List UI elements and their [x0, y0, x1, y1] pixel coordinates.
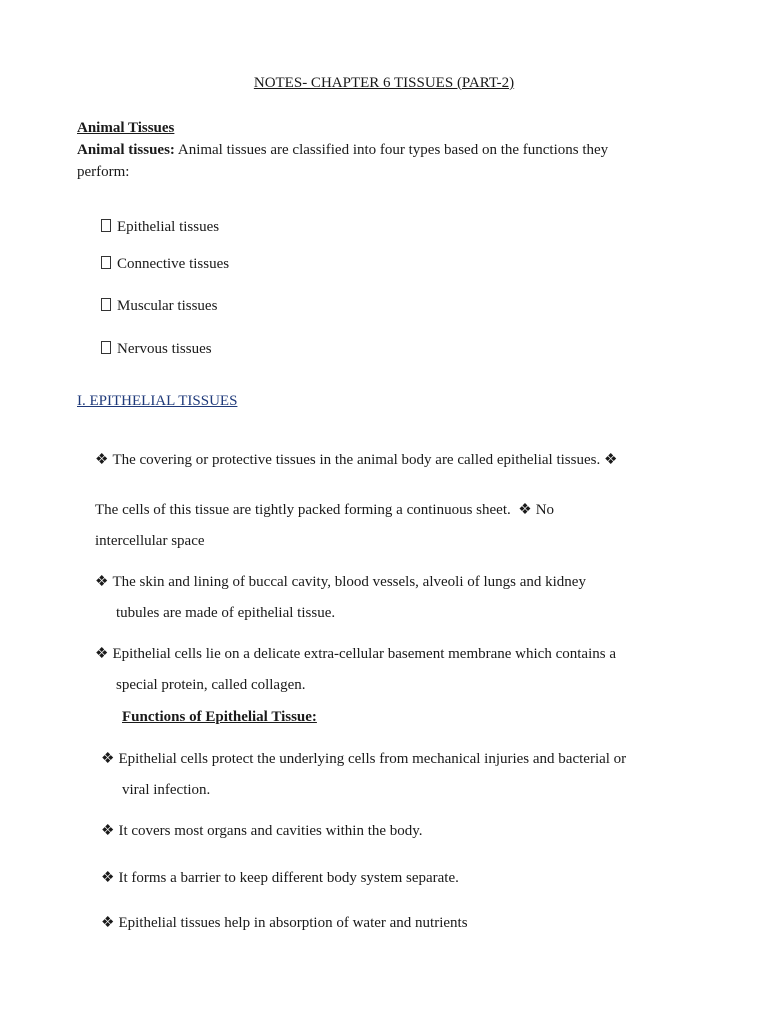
epithelial-point-3-line-2: tubules are made of epithelial tissue. — [116, 605, 336, 621]
square-bullet-icon — [101, 219, 111, 232]
epithelial-point-1 — [95, 450, 617, 469]
diamond-bullet-icon: ❖ — [101, 870, 115, 886]
diamond-bullet-icon: ❖ — [603, 452, 618, 468]
point-text: Epithelial cells lie on a delicate extra-cellular basement membrane which contains a — [112, 646, 616, 662]
function-1-line-2: viral infection. — [122, 782, 211, 798]
point-text: No — [535, 502, 555, 518]
function-3 — [101, 868, 459, 887]
section-heading-animal-tissues: Animal Tissues — [77, 120, 175, 136]
epithelial-point-2-line-1 — [95, 500, 554, 519]
diamond-bullet-icon: ❖ — [95, 646, 109, 662]
square-bullet-icon — [101, 298, 111, 311]
list-item-label: Epithelial tissues — [117, 219, 220, 235]
diamond-bullet-icon: ❖ — [518, 502, 532, 518]
function-4 — [101, 913, 468, 932]
function-text: Epithelial tissues help in absorption of water and nutrients — [118, 915, 468, 931]
epithelial-point-3-line-1 — [95, 572, 586, 591]
list-item-label: Nervous tissues — [117, 341, 212, 357]
list-item-connective — [101, 256, 229, 273]
list-item-label: Connective tissues — [117, 256, 230, 272]
intro-bold-lead: Animal tissues: — [77, 142, 175, 158]
function-text: It forms a barrier to keep different body system separate. — [118, 870, 459, 886]
epithelial-point-4-line-2: special protein, called collagen. — [116, 677, 306, 693]
diamond-bullet-icon: ❖ — [95, 574, 109, 590]
diamond-bullet-icon: ❖ — [101, 823, 115, 839]
functions-heading: Functions of Epithelial Tissue: — [122, 709, 317, 725]
square-bullet-icon — [101, 341, 111, 354]
diamond-bullet-icon: ❖ — [101, 915, 115, 931]
epithelial-point-4-line-1 — [95, 644, 616, 663]
list-item-nervous — [101, 341, 212, 358]
point-text: The cells of this tissue are tightly packed forming a continuous sheet. — [95, 502, 511, 518]
list-item-epithelial — [101, 219, 219, 236]
list-item-label: Muscular tissues — [117, 298, 218, 314]
point-text: The skin and lining of buccal cavity, blood vessels, alveoli of lungs and kidney — [112, 574, 586, 590]
function-text: It covers most organs and cavities within the body. — [118, 823, 423, 839]
point-text: The covering or protective tissues in the animal body are called epithelial tissues. — [112, 452, 601, 468]
list-item-muscular — [101, 298, 217, 315]
intro-text: Animal tissues are classified into four types based on the functions they — [174, 142, 609, 158]
function-text: Epithelial cells protect the underlying cells from mechanical injuries and bacterial or — [118, 751, 627, 767]
epithelial-heading: I. EPITHELIAL TISSUES — [77, 393, 238, 409]
page-title: NOTES- CHAPTER 6 TISSUES (PART-2) — [253, 75, 515, 91]
diamond-bullet-icon: ❖ — [101, 751, 115, 767]
intro-line-2: perform: — [77, 164, 130, 180]
square-bullet-icon — [101, 256, 111, 269]
intro-line-1 — [77, 142, 608, 159]
diamond-bullet-icon: ❖ — [95, 452, 109, 468]
epithelial-point-2-line-2: intercellular space — [95, 533, 205, 549]
function-1-line-1 — [101, 749, 626, 768]
function-2 — [101, 821, 423, 840]
